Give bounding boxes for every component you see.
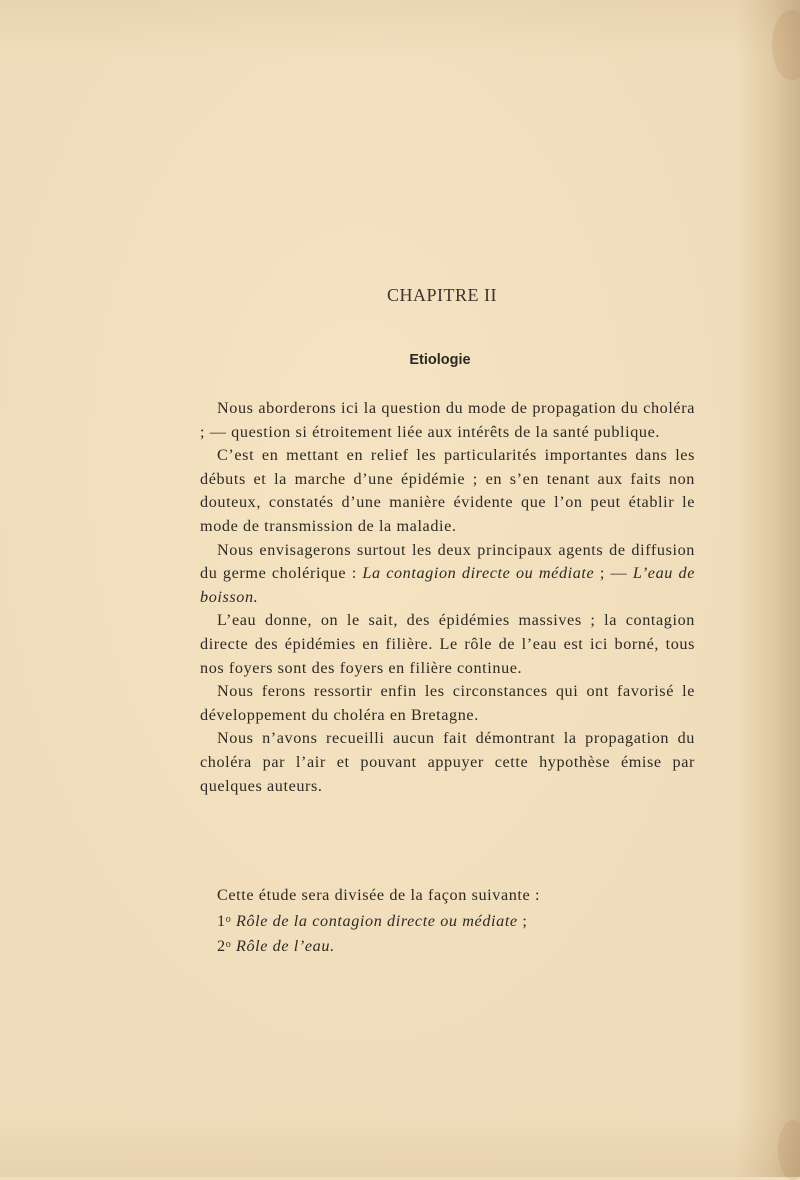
plan-item-1-text: Rôle de la contagion directe ou médiate	[235, 911, 518, 930]
paragraph-3-italic-eau: L’eau de boisson.	[200, 564, 695, 606]
paragraph-6: Nous n’avons recueilli aucun fait démontrant la propagation du choléra par l’air et pouvant appuyer cette hypothèse émise par quelques auteurs.	[200, 729, 695, 795]
paragraph-3-start: Nous envisagerons surtout les deux principaux agents de diffusion du germe cholérique :	[200, 540, 695, 583]
plan-section	[200, 884, 695, 959]
plan-item-1	[200, 908, 695, 934]
paragraph-5: Nous ferons ressortir enfin les circonstances qui ont favorisé le développement du choléra en Bretagne.	[200, 682, 695, 724]
paragraph-3	[200, 539, 695, 610]
paragraph-3-italic-contagion: La contagion directe ou médiate	[362, 564, 595, 583]
plan-intro: Cette étude sera divisée de la façon suivante :	[217, 886, 541, 904]
plan-item-2-text: Rôle de l’eau.	[235, 937, 335, 956]
paper-stain	[778, 1120, 800, 1180]
paragraph-3-separator: ; —	[594, 564, 633, 583]
section-heading: Etiologie	[409, 352, 471, 368]
paragraph-1: Nous aborderons ici la question du mode de propagation du choléra ; — question si étroitement liée aux intérêts de la santé publique.	[200, 399, 695, 441]
plan-item-2-number: 2	[217, 937, 226, 956]
plan-item-2	[200, 933, 695, 959]
chapter-heading: CHAPITRE II	[387, 285, 497, 305]
body-text	[200, 397, 695, 798]
paragraph-2: C’est en mettant en relief les particularités importantes dans les débuts et la marche d’une épidémie ; en s’en tenant aux faits non douteux, constatés d’une manière évidente que l’on peut établir le mode de transmission de la maladie.	[200, 446, 695, 535]
plan-item-1-ordinal: o	[225, 913, 232, 925]
plan-item-1-number: 1	[217, 911, 226, 930]
paragraph-4: L’eau donne, on le sait, des épidémies massives ; la contagion directe des épidémies en filière. Le rôle de l’eau est ici borné, tous nos foyers sont des foyers en filière continue.	[200, 611, 695, 677]
plan-item-2-ordinal: o	[225, 939, 232, 951]
plan-item-1-end: ;	[517, 911, 528, 930]
